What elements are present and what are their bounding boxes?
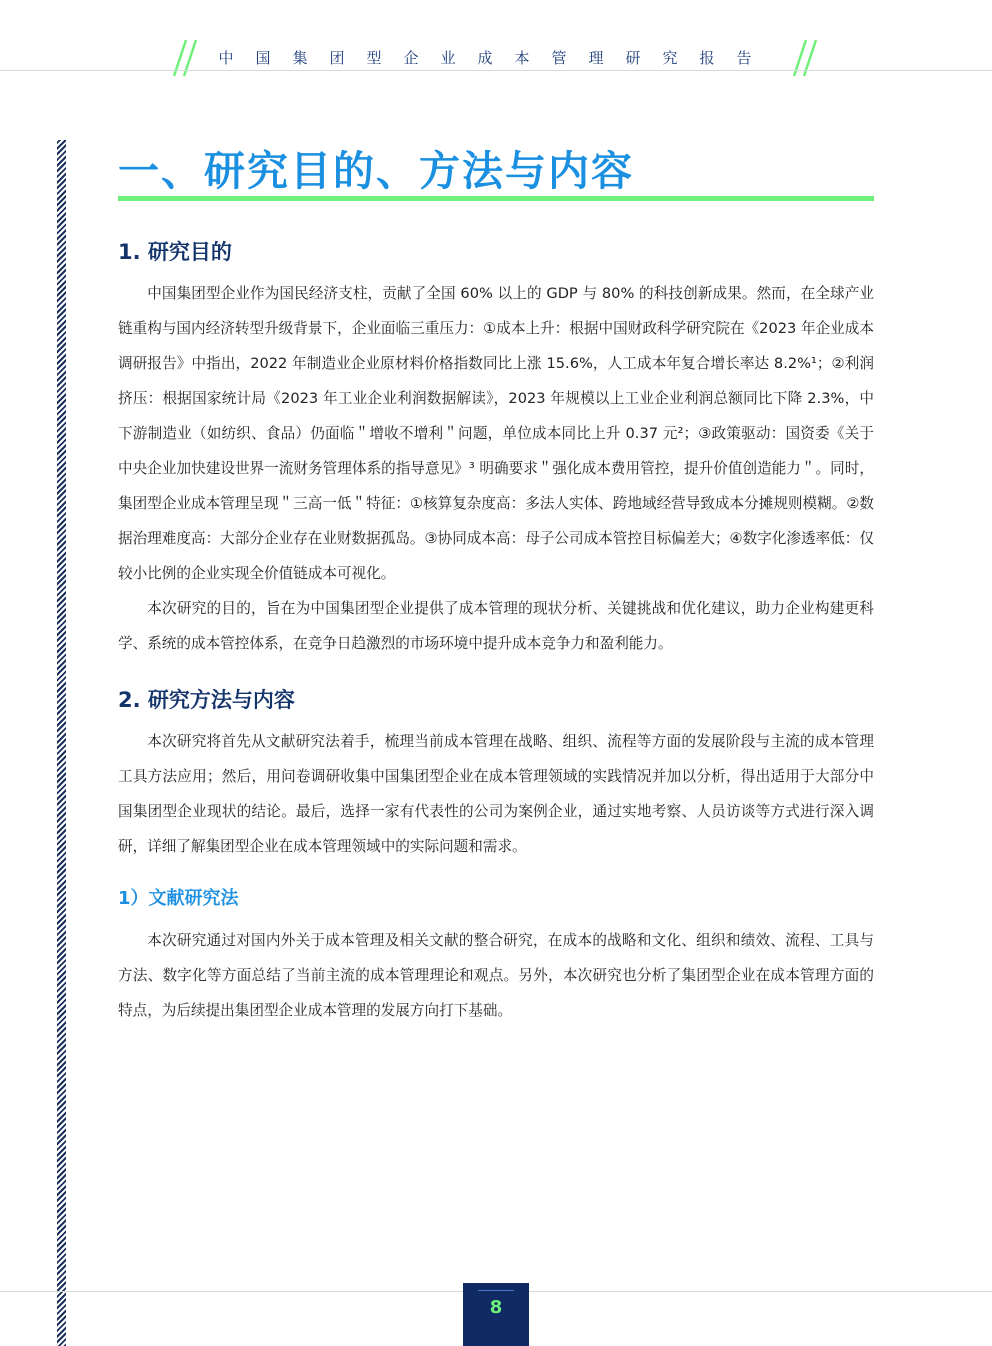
left-hatched-band xyxy=(57,140,66,1346)
subsection-heading-literature-research: 1）文献研究法 xyxy=(118,888,239,909)
section2-paragraph-1: 本次研究将首先从文献研究法着手，梳理当前成本管理在战略、组织、流程等方面的发展阶段与主流的成本管理工具方法应用；然后，用问卷调研收集中国集团型企业在成本管理领域的实践情况并加以分析，得出适用于大部分中国集团型企业现状的结论。最后，选择一家有代表性的公司为案例企业，通过实地考察、人员访谈等方式进行深入调研，详细了解集团型企业在成本管理领域中的实际问题和需求。 xyxy=(118,733,874,855)
section-heading-methods-content: 2. 研究方法与内容 xyxy=(118,688,295,712)
chapter-heading-underline xyxy=(118,196,874,201)
section1-paragraph-1: 中国集团型企业作为国民经济支柱，贡献了全国 60% 以上的 GDP 与 80% 的科技创新成果。然而，在全球产业链重构与国内经济转型升级背景下，企业面临三重压力：①成本上升：根据中国财政科学研究院在《2023 年企业成本调研报告》中指出，2022 年制造业企业原材料价格指数同比上涨 15.6%，人工成本年复合增长率达 8.2%¹；②利润挤压：根据国家统计局《2023 年工业企业利润数据解读》，2023 年规模以上工业企业利润总额同比下降 2.3%，中下游制造业（如纺织、食品）仍面临＂增收不增利＂问题，单位成本同比上升 0.37 元²；③政策驱动：国资委《关于中央企业加快建设世界一流财务管理体系的指导意见》³ 明确要求＂强化成本费用管控，提升价值创造能力＂。同时，集团型企业成本管理呈现＂三高一低＂特征：①核算复杂度高：多法人实体、跨地域经营导致成本分摊规则模糊。②数据治理难度高：大部分企业存在业财数据孤岛。③协同成本高：母子公司成本管控目标偏差大；④数字化渗透率低：仅较小比例的企业实现全价值链成本可视化。 xyxy=(118,285,874,582)
header-divider xyxy=(0,70,992,71)
subsection-paragraph-literature-research: 本次研究通过对国内外关于成本管理及相关文献的整合研究，在成本的战略和文化、组织和绩效、流程、工具与方法、数字化等方面总结了当前主流的成本管理理论和观点。另外，本次研究也分析了集团型企业在成本管理方面的特点，为后续提出集团型企业成本管理的发展方向打下基础。 xyxy=(118,932,874,1019)
section-heading-research-purpose: 1. 研究目的 xyxy=(118,240,232,264)
running-header-title: 中国集团型企业成本管理研究报告 xyxy=(218,49,774,67)
header-left-slash-decoration xyxy=(172,38,202,78)
section1-paragraph-2: 本次研究的目的，旨在为中国集团型企业提供了成本管理的现状分析、关键挑战和优化建议，助力企业构建更科学、系统的成本管控体系，在竞争日趋激烈的市场环境中提升成本竞争力和盈利能力。 xyxy=(118,600,874,652)
chapter-heading: 一、研究目的、方法与内容 xyxy=(118,147,634,195)
page-number: 8 xyxy=(489,1297,503,1318)
header-right-slash-decoration xyxy=(792,38,822,78)
page-number-box-accent-line xyxy=(478,1290,514,1291)
